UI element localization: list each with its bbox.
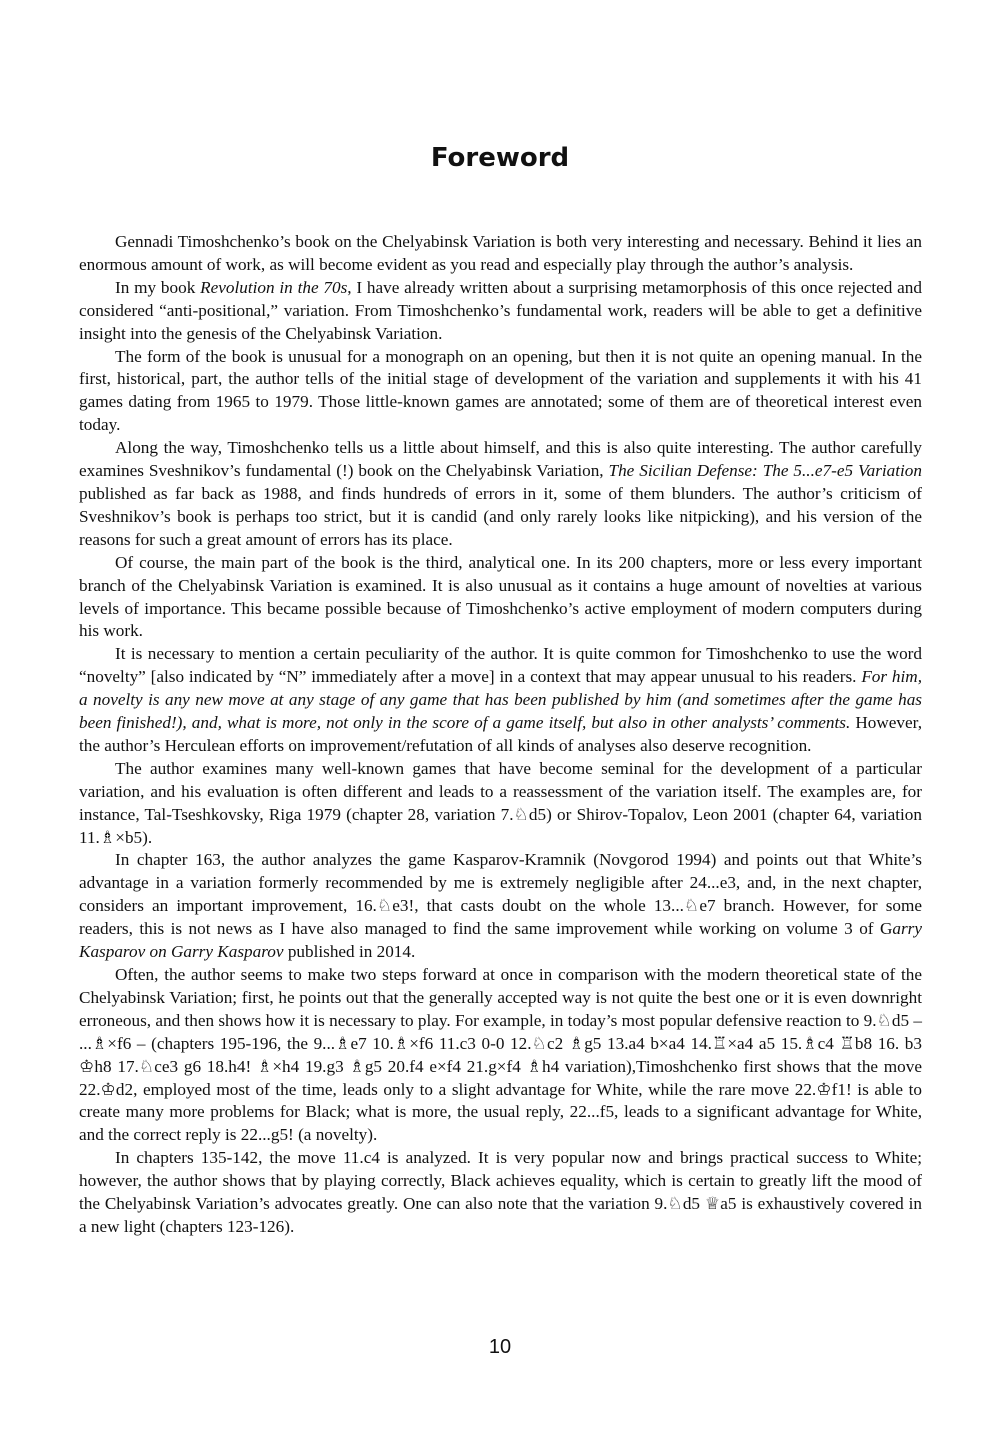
paragraph-4-text-a: Along the way, Timoshchenko tells us a little about himself, and this is also quite interesting. The author carefully examines Sveshnikov’s fundamental (!) book on the Chelyabinsk Variation, bbox=[79, 438, 922, 481]
page-title: Foreword bbox=[430, 143, 570, 173]
paragraph-4 bbox=[79, 437, 922, 552]
paragraph-9: Often, the author seems to make two steps forward at once in comparison with the modern theoretical state of the Chelyabinsk Variation; first, he points out that the generally accepted way is not quite the best one or it is even downright erroneous, and then shows how it is necessary to play. For example, in today’s most popular defensive reaction to 9.♘d5 – ...♗×f6 – (chapters 195-196, the 9...♗e7 10.♗×f6 11.c3 0-0 12.♘c2 ♗g5 13.a4 b×a4 14.♖×a4 a5 15.♗c4 ♖b8 16. b3 ♔h8 17.♘ce3 g6 18.h4! ♗×h4 19.g3 ♗g5 20.f4 e×f4 21.g×f4 ♗h4 variation),Timoshchenko first shows that the move 22.♔d2, employed most of the time, leads only to a slight advantage for White, while the rare move 22.♔f1! is able to create many more problems for Black; what is more, the usual reply, 22...f5, leads to a significant advantage for White, and the correct reply is 22...g5! (a novelty). bbox=[79, 965, 922, 1145]
paragraph-8 bbox=[79, 849, 922, 964]
paragraph-7: The author examines many well-known games that have become seminal for the development of a particular variation, and his evaluation is often different and leads to a reassessment of the variation itself. The examples are, for instance, Tal-Tseshkovsky, Riga 1979 (chapter 28, variation 7.♘d5) or Shirov-Topalov, Leon 2001 (chapter 64, variation 11.♗×b5). bbox=[79, 758, 922, 847]
paragraph-2-text-a: In my book bbox=[115, 277, 201, 297]
paragraph-8-text-c: published in 2014. bbox=[283, 942, 416, 962]
paragraph-2 bbox=[79, 277, 922, 346]
foreword-body bbox=[79, 231, 922, 1239]
page-number: 10 bbox=[488, 1336, 512, 1358]
paragraph-1: Gennadi Timoshchenko’s book on the Chelyabinsk Variation is both very interesting and necessary. Behind it lies an enormous amount of work, as will become evident as you read and especially play through the author’s analysis. bbox=[79, 232, 922, 274]
paragraph-5: Of course, the main part of the book is the third, analytical one. In its 200 chapters, more or less every important branch of the Chelyabinsk Variation is examined. It is also unusual as it contains a huge amount of novelties at various levels of importance. This became possible because of Timoshchenko’s active employment of modern computers during his work. bbox=[79, 552, 922, 641]
novelty-definition: For him, a novelty is any new move at any stage of any game that has been published by him (and sometimes after the game has been finished!), and, what is more, not only in the score of a game itself, but also in other analysts’ comments. bbox=[79, 667, 923, 733]
paragraph-2-text-c: , I have already written about a surprising metamorphosis of this once rejected and considered “anti-positional,” variation. From Timoshchenko’s fundamental work, readers will be able to get a definitive insight into the genesis of the Chelyabinsk Variation. bbox=[79, 277, 922, 343]
book-title-sicilian: The Sicilian Defense: The 5...e7-e5 Variation bbox=[608, 461, 922, 481]
book-title-kasparov: arry Kasparov on Garry Kasparov bbox=[79, 919, 922, 962]
paragraph-6-text-a: It is necessary to mention a certain peculiarity of the author. It is quite common for Timoshchenko to use the word “novelty” [also indicated by “N” immediately after a move] in a context that may appear unusual to his readers. bbox=[79, 644, 922, 687]
paragraph-8-text-a: In chapter 163, the author analyzes the game Kasparov-Kramnik (Novgorod 1994) and points out that White’s advantage in a variation formerly recommended by me is extremely negligible after 24...e3, and, in the next chapter, considers an important improvement, 16.♘e3!, that casts doubt on the whole 13...♘e7 branch. However, for some readers, this is not news as I have also managed to find the same improvement while working on volume 3 of G bbox=[79, 850, 922, 939]
paragraph-4-text-c: published as far back as 1988, and finds hundreds of errors in it, some of them blunders. The author’s criticism of Sveshnikov’s book is perhaps too strict, but it is candid (and only rarely looks like nitpicking), and his version of the reasons for such a great amount of errors has its place. bbox=[79, 483, 922, 549]
paragraph-6-text-c: However, the author’s Herculean efforts on improvement/refutation of all kinds of analyses also deserve recognition. bbox=[79, 713, 922, 755]
paragraph-6 bbox=[79, 643, 922, 758]
book-title-revolution: Revolution in the 70s bbox=[200, 277, 348, 297]
paragraph-3: The form of the book is unusual for a monograph on an opening, but then it is not quite an opening manual. In the first, historical, part, the author tells of the initial stage of development of the variation and supplements it with his 41 games dating from 1965 to 1979. Those little-known games are annotated; some of them are of theoretical interest even today. bbox=[79, 346, 922, 435]
paragraph-10: In chapters 135-142, the move 11.c4 is analyzed. It is very popular now and brings practical success to White; however, the author shows that by playing correctly, Black achieves equality, which is certain to greatly lift the mood of the Chelyabinsk Variation’s advocates greatly. One can also note that the variation 9.♘d5 ♕a5 is exhaustively covered in a new light (chapters 123-126). bbox=[79, 1148, 922, 1236]
